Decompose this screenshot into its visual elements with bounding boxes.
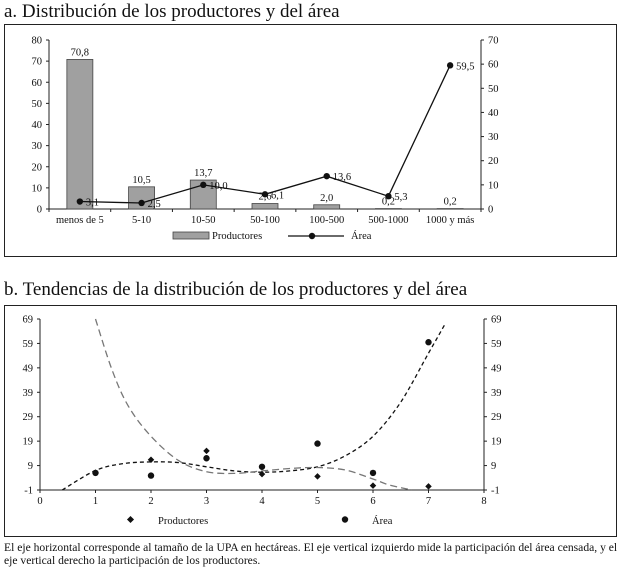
x-tick-label: 3 (203, 496, 210, 507)
productores-data-label: 13,7 (194, 168, 213, 180)
right-y-tick-label: 20 (488, 156, 499, 168)
left-y-tick-label: 9 (27, 461, 33, 473)
left-y-tick-label: 69 (22, 314, 33, 326)
x-tick-label: 0 (37, 496, 43, 507)
left-y-tick-label: 70 (31, 56, 42, 68)
productores-data-label: 0,2 (443, 196, 457, 208)
area-point (259, 464, 265, 470)
productores-data-label: 2,0 (320, 192, 334, 204)
right-y-tick-label: 19 (491, 436, 502, 448)
productores-bar (314, 205, 340, 209)
legend-area-label: Área (351, 231, 372, 242)
right-y-tick-label: 50 (488, 83, 499, 95)
area-data-label: 59,5 (456, 61, 475, 73)
legend-productores-marker (127, 516, 134, 523)
right-y-tick-label: 69 (491, 314, 502, 326)
x-tick-label: 8 (481, 496, 487, 507)
legend-area-marker (309, 233, 315, 239)
productores-bar (375, 209, 401, 210)
productores-bar (437, 209, 463, 210)
area-point (138, 200, 144, 206)
chart-a-title: a. Distribución de los productores y del área (4, 1, 340, 22)
legend-area-marker (342, 516, 348, 522)
x-tick-label: 4 (259, 496, 265, 507)
productores-data-label: 0,2 (381, 196, 395, 208)
area-data-label: 2,5 (147, 198, 161, 210)
left-y-tick-label: 39 (22, 387, 33, 399)
x-category-label: 500-1000 (368, 215, 409, 226)
area-point (200, 182, 206, 188)
right-y-tick-label: 59 (491, 338, 502, 350)
x-tick-label: 6 (370, 496, 376, 507)
left-y-tick-label: 10 (31, 183, 42, 195)
chart-b-title: b. Tendencias de la distribución de los productores y del área (4, 279, 468, 300)
right-y-tick-label: 0 (488, 204, 494, 216)
chart-b (0, 305, 623, 538)
left-y-tick-label: 80 (31, 35, 42, 47)
chart-b-legend (127, 515, 393, 527)
trendline-area (62, 324, 445, 490)
x-tick-label: 5 (314, 496, 321, 507)
area-point (314, 440, 320, 446)
x-tick-label: 1 (92, 496, 99, 507)
legend-productores-swatch (173, 232, 209, 239)
right-y-tick-label: -1 (491, 485, 500, 497)
area-data-label: 6,1 (271, 190, 285, 202)
legend-productores-label: Productores (212, 231, 263, 242)
trendline-productores (96, 319, 412, 490)
right-y-tick-label: 30 (488, 132, 499, 144)
left-y-tick-label: -1 (24, 485, 33, 497)
area-data-label: 3,1 (85, 197, 99, 209)
x-category-label: menos de 5 (55, 215, 104, 226)
area-data-label: 13,6 (332, 172, 352, 184)
productores-point (425, 483, 432, 490)
legend-area-label: Área (372, 516, 393, 527)
productores-point (203, 448, 210, 455)
area-point (324, 173, 330, 179)
left-y-tick-label: 0 (36, 204, 42, 216)
chart-a (0, 24, 623, 257)
figure-caption: El eje horizontal corresponde al tamaño de la UPA en hectáreas. El eje vertical izquierdo mide la participación del área censada, y el eje vertical derecho la participación de los productores. (4, 541, 618, 567)
productores-data-label: 70,8 (70, 47, 90, 59)
left-y-tick-label: 49 (22, 363, 33, 375)
area-point (77, 198, 83, 204)
x-category-label: 100-500 (309, 215, 345, 226)
productores-bar (252, 204, 278, 209)
left-y-tick-label: 19 (22, 436, 33, 448)
left-y-tick-label: 50 (31, 98, 42, 110)
left-y-tick-label: 29 (22, 412, 33, 424)
x-category-label: 1000 y más (425, 215, 475, 226)
right-y-tick-label: 70 (488, 35, 499, 47)
right-y-tick-label: 39 (491, 387, 502, 399)
left-y-tick-label: 60 (31, 77, 42, 89)
x-category-label: 10-50 (191, 215, 216, 226)
area-data-label: 5,3 (394, 192, 408, 204)
x-tick-label: 7 (425, 496, 432, 507)
right-y-tick-label: 40 (488, 107, 499, 119)
left-y-tick-label: 30 (31, 141, 42, 153)
x-tick-label: 2 (148, 496, 154, 507)
left-y-tick-label: 40 (31, 120, 42, 131)
left-y-tick-label: 59 (22, 338, 33, 350)
area-data-label: 10,0 (209, 180, 228, 192)
left-y-tick-label: 20 (31, 162, 42, 174)
productores-data-label: 10,5 (132, 174, 151, 186)
area-point (370, 470, 376, 476)
right-y-tick-label: 60 (488, 59, 499, 71)
area-point (92, 470, 98, 476)
x-category-label: 50-100 (250, 215, 280, 226)
right-y-tick-label: 49 (491, 363, 502, 375)
productores-data-label: 2,6 (258, 191, 272, 203)
area-point (447, 62, 453, 68)
area-point (425, 339, 431, 345)
x-category-label: 5-10 (131, 215, 152, 226)
productores-point (370, 482, 377, 489)
legend-productores-label: Productores (158, 516, 209, 527)
right-y-tick-label: 29 (491, 412, 502, 424)
area-point (203, 455, 209, 461)
area-point (148, 472, 154, 478)
right-y-tick-label: 9 (491, 461, 497, 473)
productores-point (314, 473, 321, 480)
productores-bar (67, 59, 93, 209)
chart-a-legend (173, 230, 372, 242)
right-y-tick-label: 10 (488, 180, 499, 192)
